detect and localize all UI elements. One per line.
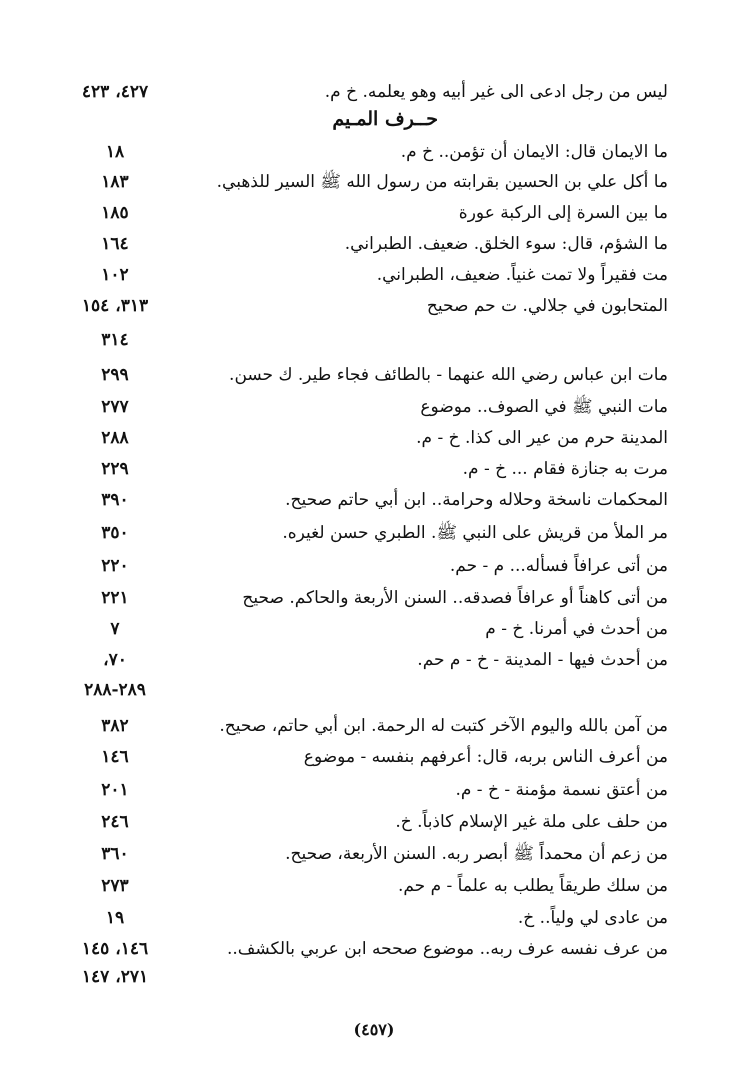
index-entry bbox=[0, 711, 748, 741]
index-entry bbox=[0, 903, 748, 933]
index-entry bbox=[0, 137, 748, 167]
page-reference: ٢٢٩ bbox=[101, 459, 129, 479]
index-entry bbox=[0, 485, 748, 515]
page-reference: ٢٠١ bbox=[101, 780, 129, 800]
page-reference: ٤٢٧، ٤٢٣ bbox=[81, 82, 149, 102]
index-entry bbox=[0, 77, 748, 107]
hadith-text: من أتى كاهناً أو عرافاً فصدقه.. السنن الأربعة والحاكم. صحيح bbox=[242, 588, 668, 608]
page-reference: ١٨٥ bbox=[101, 203, 129, 223]
index-entry bbox=[0, 518, 748, 548]
index-entry bbox=[0, 360, 748, 390]
hadith-text: من أعتق نسمة مؤمنة - خ - م. bbox=[455, 780, 668, 800]
hadith-text: مت فقيراً ولا تمت غنياً. ضعيف، الطبراني. bbox=[376, 265, 668, 285]
hadith-text: من أحدث في أمرنا. خ - م bbox=[485, 619, 668, 639]
hadith-text: ما الايمان قال: الايمان أن تؤمن.. خ م. bbox=[400, 142, 668, 162]
page-reference: ١٨٣ bbox=[101, 172, 129, 192]
page-reference: ٢٢١ bbox=[101, 588, 129, 608]
index-entry bbox=[0, 325, 748, 355]
page-reference: ٢٧٧ bbox=[101, 397, 129, 417]
hadith-text: مات النبي ﷺ في الصوف.. موضوع bbox=[420, 397, 668, 417]
hadith-text: المحكمات ناسخة وحلاله وحرامة.. ابن أبي حاتم صحيح. bbox=[285, 490, 668, 510]
index-entry bbox=[0, 423, 748, 453]
index-entry bbox=[0, 871, 748, 901]
index-entry bbox=[0, 260, 748, 290]
index-entry bbox=[0, 551, 748, 581]
page-reference: ١٦٤ bbox=[101, 234, 129, 254]
page-reference: ٢٨٨ bbox=[101, 428, 129, 448]
page-reference: ١٩ bbox=[105, 908, 125, 928]
page-reference: ٢٧٣ bbox=[101, 876, 129, 896]
index-entry bbox=[0, 742, 748, 772]
page-reference: ٢٨٩-٢٨٨ bbox=[84, 680, 146, 700]
page-reference: ٢٢٠ bbox=[101, 556, 129, 576]
hadith-text: من أعرف الناس بربه، قال: أعرفهم بنفسه - موضوع bbox=[303, 747, 668, 767]
hadith-text: مرت به جنازة فقام ... خ - م. bbox=[462, 459, 668, 479]
hadith-text: المدينة حرم من عير الى كذا. خ - م. bbox=[416, 428, 668, 448]
page-reference: ٢٩٩ bbox=[101, 365, 129, 385]
hadith-text: من زعم أن محمداً ﷺ أبصر ربه. السنن الأربعة، صحيح. bbox=[285, 844, 668, 864]
page-reference: ٣٦٠ bbox=[101, 844, 129, 864]
hadith-text: من عرف نفسه عرف ربه.. موضوع صححه ابن عربي بالكشف.. bbox=[226, 939, 668, 959]
page-reference: ٧٠، bbox=[103, 650, 127, 670]
page-reference: ٢٤٦ bbox=[101, 812, 129, 832]
hadith-text: ما الشؤم، قال: سوء الخلق. ضعيف. الطبراني. bbox=[344, 234, 668, 254]
hadith-text: المتحابون في جلالي. ت حم صحيح bbox=[426, 296, 668, 316]
index-entry bbox=[0, 775, 748, 805]
hadith-text: من آمن بالله واليوم الآخر كتبت له الرحمة. ابن أبي حاتم، صحيح. bbox=[219, 716, 668, 736]
page-reference: ٣١٤ bbox=[101, 330, 129, 350]
hadith-text: من عادى لي ولياً.. خ. bbox=[517, 908, 668, 928]
index-entry bbox=[0, 583, 748, 613]
index-entry bbox=[0, 614, 748, 644]
hadith-text: ما بين السرة إلى الركبة عورة bbox=[458, 203, 668, 223]
page-reference: ٢٧١، ١٤٧ bbox=[81, 967, 149, 987]
index-entry bbox=[0, 675, 748, 705]
index-entry bbox=[0, 291, 748, 321]
index-entry bbox=[0, 454, 748, 484]
index-entry bbox=[0, 392, 748, 422]
hadith-text: من حلف على ملة غير الإسلام كاذباً. خ. bbox=[395, 812, 668, 832]
page-reference: ١٨ bbox=[105, 142, 125, 162]
page-number: (٤٥٧) bbox=[353, 1020, 395, 1039]
index-entry bbox=[0, 198, 748, 228]
page-reference: ١٤٦ bbox=[101, 747, 129, 767]
hadith-text: مر الملأ من قريش على النبي ﷺ. الطبري حسن لغيره. bbox=[282, 523, 668, 543]
page-reference: ١٠٢ bbox=[101, 265, 129, 285]
page-reference: ٣٨٢ bbox=[101, 716, 129, 736]
index-entry bbox=[0, 645, 748, 675]
index-entry bbox=[0, 167, 748, 197]
page-reference: ٣٥٠ bbox=[101, 523, 129, 543]
page-reference: ٣٩٠ bbox=[101, 490, 129, 510]
hadith-text: من سلك طريقاً يطلب به علماً - م حم. bbox=[397, 876, 668, 896]
page-reference: ١٤٦، ١٤٥ bbox=[81, 939, 149, 959]
index-entry bbox=[0, 934, 748, 964]
hadith-text: مات ابن عباس رضي الله عنهما - بالطائف فجاء طير. ك حسن. bbox=[229, 365, 668, 385]
page-reference: ٣١٣، ١٥٤ bbox=[81, 296, 149, 316]
hadith-text: ليس من رجل ادعى الى غير أبيه وهو يعلمه. خ م. bbox=[324, 82, 668, 102]
section-heading: حــرف المـيم bbox=[332, 108, 438, 130]
hadith-text: ما أكل علي بن الحسين بقرابته من رسول الله ﷺ السير للذهبي. bbox=[216, 172, 668, 192]
index-entry bbox=[0, 839, 748, 869]
hadith-text: من أحدث فيها - المدينة - خ - م حم. bbox=[417, 650, 668, 670]
index-entry bbox=[0, 807, 748, 837]
page-reference: ٧ bbox=[110, 619, 120, 639]
index-entry bbox=[0, 962, 748, 992]
index-entry bbox=[0, 229, 748, 259]
hadith-text: من أتى عرافاً فسأله... م - حم. bbox=[449, 556, 668, 576]
